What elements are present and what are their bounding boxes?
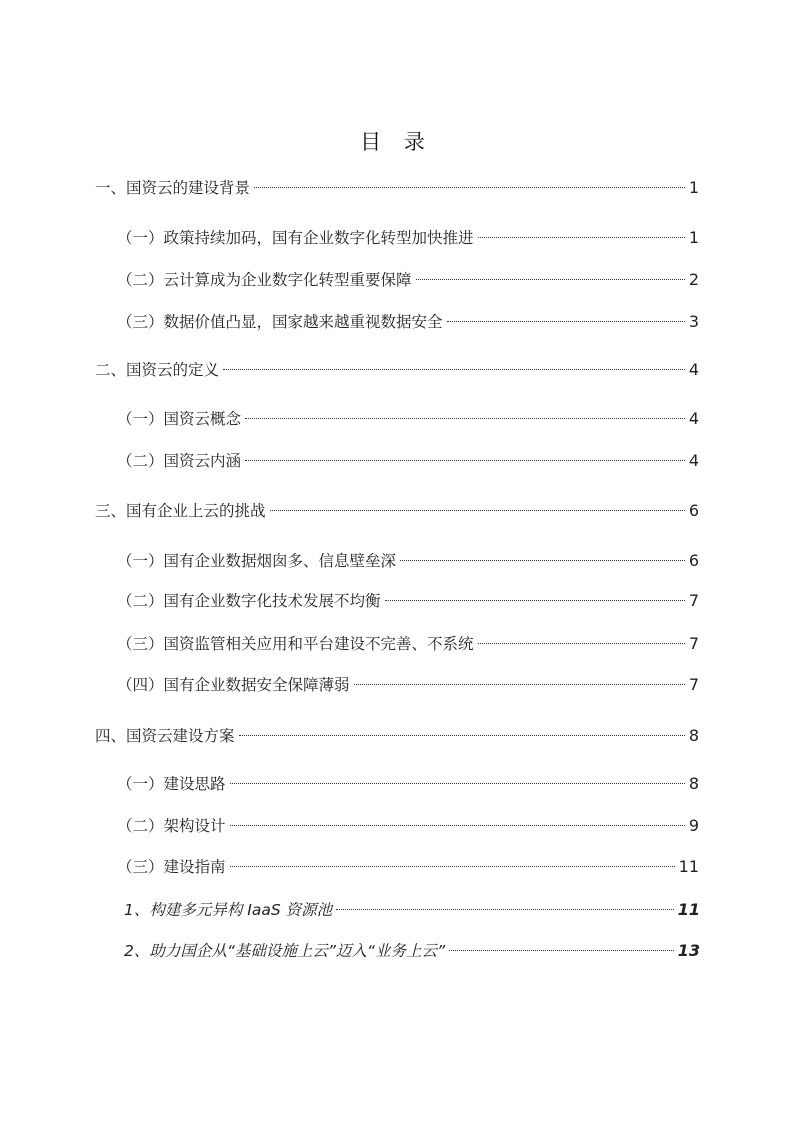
dot-leader	[478, 237, 685, 238]
dot-leader	[245, 418, 685, 419]
toc-entry[interactable]	[117, 267, 699, 293]
toc-entry-page: 3	[688, 312, 699, 331]
toc-entry[interactable]	[95, 175, 699, 201]
dot-leader	[478, 643, 685, 644]
dot-leader	[230, 783, 685, 784]
dot-leader	[230, 825, 685, 826]
toc-entry-label: 三、国有企业上云的挑战	[95, 502, 266, 520]
toc-entry[interactable]	[124, 897, 700, 923]
toc-entry-page: 13	[677, 941, 700, 960]
toc-entry-page: 11	[677, 900, 700, 919]
toc-entry-label: （三）国资监管相关应用和平台建设不完善、不系统	[117, 635, 474, 653]
toc-entry[interactable]	[124, 938, 700, 964]
toc-entry-label: （三）数据价值凸显，国家越来越重视数据安全	[117, 313, 443, 331]
toc-entry-label: （三）建设指南	[117, 858, 226, 876]
toc-entry-label: 二、国资云的定义	[95, 361, 220, 379]
toc-entry[interactable]	[95, 723, 699, 749]
toc-entry-page: 4	[688, 360, 699, 379]
toc-entry-page: 9	[688, 816, 699, 835]
dot-leader	[354, 684, 685, 685]
toc-entry[interactable]	[117, 406, 699, 432]
toc-entry-label: （一）政策持续加码，国有企业数字化转型加快推进	[117, 229, 474, 247]
toc-entry-page: 2	[688, 270, 699, 289]
toc-entry[interactable]	[95, 357, 699, 383]
dot-leader	[223, 369, 685, 370]
toc-entry-page: 4	[688, 451, 699, 470]
toc-entry-label: 一、国资云的建设背景	[95, 179, 251, 197]
toc-entry[interactable]	[117, 309, 699, 335]
toc-entry-page: 7	[688, 634, 699, 653]
dot-leader	[336, 909, 674, 910]
dot-leader	[447, 321, 685, 322]
toc-entry[interactable]	[95, 498, 699, 524]
toc-entry[interactable]	[117, 631, 699, 657]
toc-entry-page: 11	[678, 857, 699, 876]
toc-entry-label: （一）建设思路	[117, 775, 226, 793]
dot-leader	[230, 866, 675, 867]
toc-entry-page: 6	[688, 551, 699, 570]
toc-entry[interactable]	[117, 813, 699, 839]
toc-entry-page: 8	[688, 726, 699, 745]
dot-leader	[385, 600, 685, 601]
toc-entry[interactable]	[117, 672, 699, 698]
toc-entry-page: 7	[688, 675, 699, 694]
toc-entry-label: 2、助力国企从“基础设施上云”迈入“业务上云”	[124, 942, 445, 960]
toc-entry-page: 7	[688, 591, 699, 610]
toc-entry-label: （一）国资云概念	[117, 410, 242, 428]
toc-entry-label: （二）国资云内涵	[117, 452, 242, 470]
toc-entry-page: 8	[688, 774, 699, 793]
toc-entry-page: 6	[688, 501, 699, 520]
toc-entry[interactable]	[117, 548, 699, 574]
toc-entry[interactable]	[117, 588, 699, 614]
toc-entry[interactable]	[117, 771, 699, 797]
toc-entry-label: （二）国有企业数字化技术发展不均衡	[117, 592, 381, 610]
toc-entry-page: 4	[688, 409, 699, 428]
page-title: 目 录	[360, 130, 433, 154]
toc-entry-label: （一）国有企业数据烟囱多、信息壁垒深	[117, 552, 397, 570]
toc-entry-label: 四、国资云建设方案	[95, 727, 235, 745]
dot-leader	[449, 950, 674, 951]
dot-leader	[270, 510, 685, 511]
toc-entry-label: （二）架构设计	[117, 817, 226, 835]
toc-entry[interactable]	[117, 854, 699, 880]
dot-leader	[239, 735, 685, 736]
dot-leader	[416, 279, 685, 280]
toc-entry-label: 1、构建多元异构 IaaS 资源池	[124, 901, 333, 919]
toc-entry-label: （四）国有企业数据安全保障薄弱	[117, 676, 350, 694]
toc-entry[interactable]	[117, 448, 699, 474]
dot-leader	[400, 560, 685, 561]
toc-entry[interactable]	[117, 225, 699, 251]
toc-entry-page: 1	[688, 228, 699, 247]
toc-entry-label: （二）云计算成为企业数字化转型重要保障	[117, 271, 412, 289]
dot-leader	[245, 460, 685, 461]
dot-leader	[254, 187, 685, 188]
toc-entry-page: 1	[688, 178, 699, 197]
